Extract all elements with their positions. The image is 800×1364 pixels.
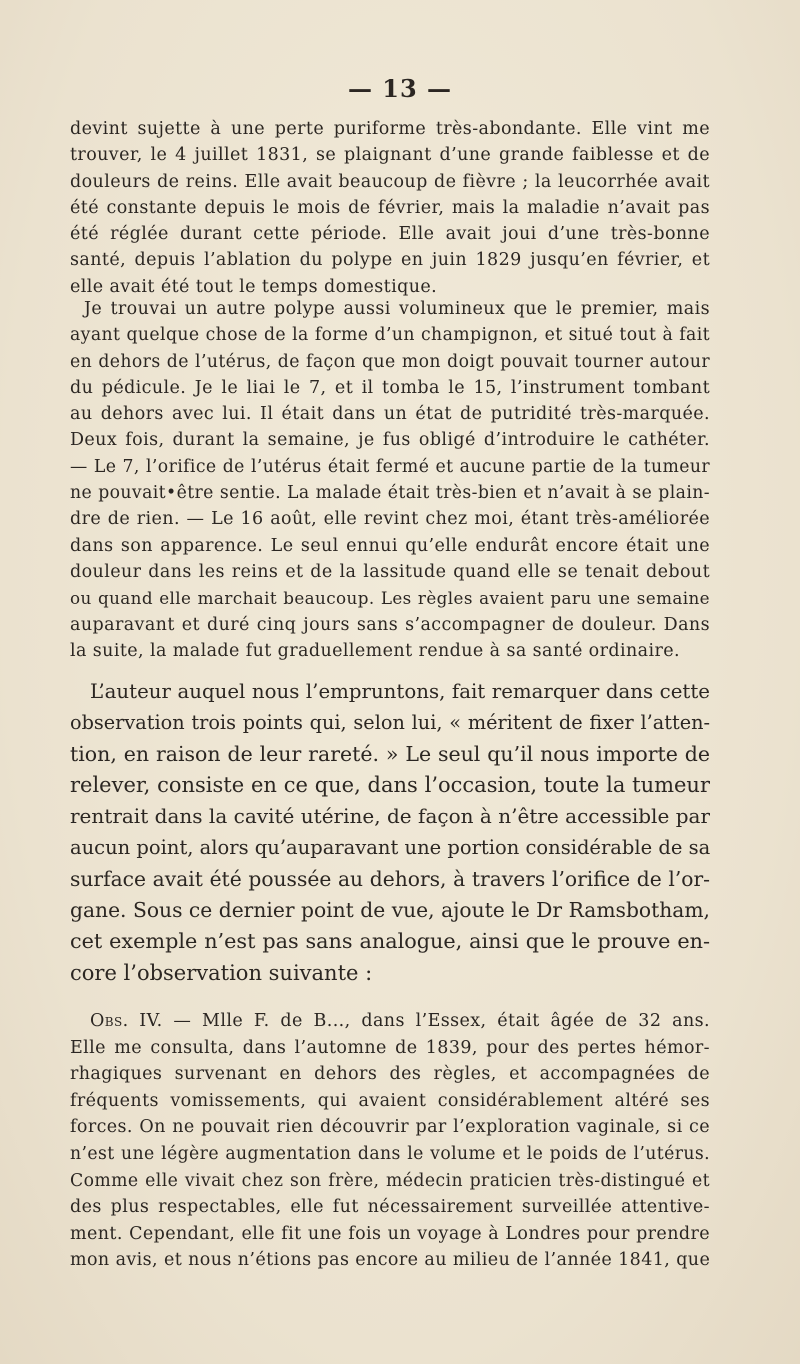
observation-intro: — Mlle F. de B..., dans l’Essex, était âgée de 32 ans. [162, 1011, 710, 1031]
text-line: rhagiques survenant en dehors des règles, et accompagnées de [70, 1064, 710, 1085]
text-line: Comme elle vivait chez son frère, médecin praticien très-distingué et [70, 1170, 710, 1191]
text-line: devint sujette à une perte puriforme très-abondante. Elle vint me [70, 119, 710, 139]
text-line: Deux fois, durant la semaine, je fus obligé d’introduire le cathéter. [70, 430, 710, 451]
text-line: ou quand elle marchait beaucoup. Les règles avaient paru une semaine [70, 588, 710, 609]
text-line: douleurs de reins. Elle avait beaucoup de fièvre ; la leucorrhée avait [70, 171, 710, 192]
text-line: santé, depuis l’ablation du polype en juin 1829 jusqu’en février, et [70, 250, 710, 271]
text-line: relever, consiste en ce que, dans l’occasion, toute la tumeur [70, 772, 710, 797]
paragraph-case-continuation [70, 116, 710, 300]
text-line: en dehors de l’utérus, de façon que mon doigt pouvait tourner autour [70, 351, 710, 372]
text-line: Je trouvai un autre polype aussi volumineux que le premier, mais [84, 299, 710, 319]
text-line: au dehors avec lui. Il était dans un état de putridité très-marquée. [70, 404, 710, 425]
text-line: auparavant et duré cinq jours sans s’accompagner de douleur. Dans [70, 614, 710, 635]
text-line: ment. Cependant, elle fit une fois un voyage à Londres pour prendre [70, 1223, 710, 1244]
text-line: été constante depuis le mois de février, mais la maladie n’avait pas [70, 197, 710, 218]
text-line: mon avis, et nous n’étions pas encore au milieu de l’année 1841, que [70, 1250, 710, 1271]
text-line: du pédicule. Je le liai le 7, et il tomba le 15, l’instrument tombant [70, 377, 710, 398]
text-line: cet exemple n’est pas sans analogue, ainsi que le prouve en- [70, 929, 710, 954]
text-line: L’auteur auquel nous l’empruntons, fait remarquer dans cette [90, 680, 710, 703]
text-line: surface avait été poussée au dehors, à travers l’orifice de l’or- [70, 866, 710, 891]
page-number: — 13 — [347, 74, 453, 103]
observation-label: Obs. IV. [90, 1011, 163, 1031]
text-line: rentrait dans la cavité utérine, de façon à n’être accessible par [70, 804, 710, 829]
text-line: la suite, la malade fut graduellement rendue à sa santé ordinaire. [70, 640, 680, 661]
text-line: dre de rien. — Le 16 août, elle revint chez moi, étant très-améliorée [70, 509, 710, 530]
text-line: ayant quelque chose de la forme d’un champignon, et situé tout à fait [70, 325, 710, 346]
text-line: fréquents vomissements, qui avaient considérablement altéré ses [70, 1090, 710, 1111]
text-line: — Le 7, l’orifice de l’utérus était fermé et aucune partie de la tumeur [70, 456, 710, 477]
paragraph-observation-iv [70, 1008, 710, 1274]
paragraph-commentary [70, 676, 710, 989]
text-line: forces. On ne pouvait rien découvrir par l’exploration vaginale, si ce [70, 1117, 710, 1138]
text-line: elle avait été tout le temps domestique. [70, 276, 438, 297]
text-line: tion, en raison de leur rareté. » Le seul qu’il nous importe de [70, 741, 710, 766]
text-line: n’est une légère augmentation dans le volume et le poids de l’utérus. [70, 1143, 710, 1164]
text-line: trouver, le 4 juillet 1831, se plaignant d’une grande faiblesse et de [70, 145, 710, 166]
text-line: gane. Sous ce dernier point de vue, ajoute le Dr Ramsbotham, [70, 898, 710, 923]
text-line-obs-heading [70, 1008, 710, 1035]
paragraph-second-polype [70, 296, 710, 664]
text-line: dans son apparence. Le seul ennui qu’elle endurât encore était une [70, 535, 710, 556]
text-line: core l’observation suivante : [70, 960, 373, 985]
text-line: douleur dans les reins et de la lassitude quand elle se tenait debout [70, 561, 710, 582]
text-line: Elle me consulta, dans l’automne de 1839, pour des pertes hémor- [70, 1037, 710, 1058]
text-line: ne pouvait•être sentie. La malade était très-bien et n’avait à se plain- [70, 483, 710, 504]
text-line: observation trois points qui, selon lui, « méritent de fixer l’atten- [70, 711, 710, 735]
text-line: aucun point, alors qu’auparavant une portion considérable de sa [70, 836, 710, 860]
text-line: été réglée durant cette période. Elle avait joui d’une très-bonne [70, 224, 710, 245]
text-line: des plus respectables, elle fut nécessairement surveillée attentive- [70, 1197, 710, 1218]
